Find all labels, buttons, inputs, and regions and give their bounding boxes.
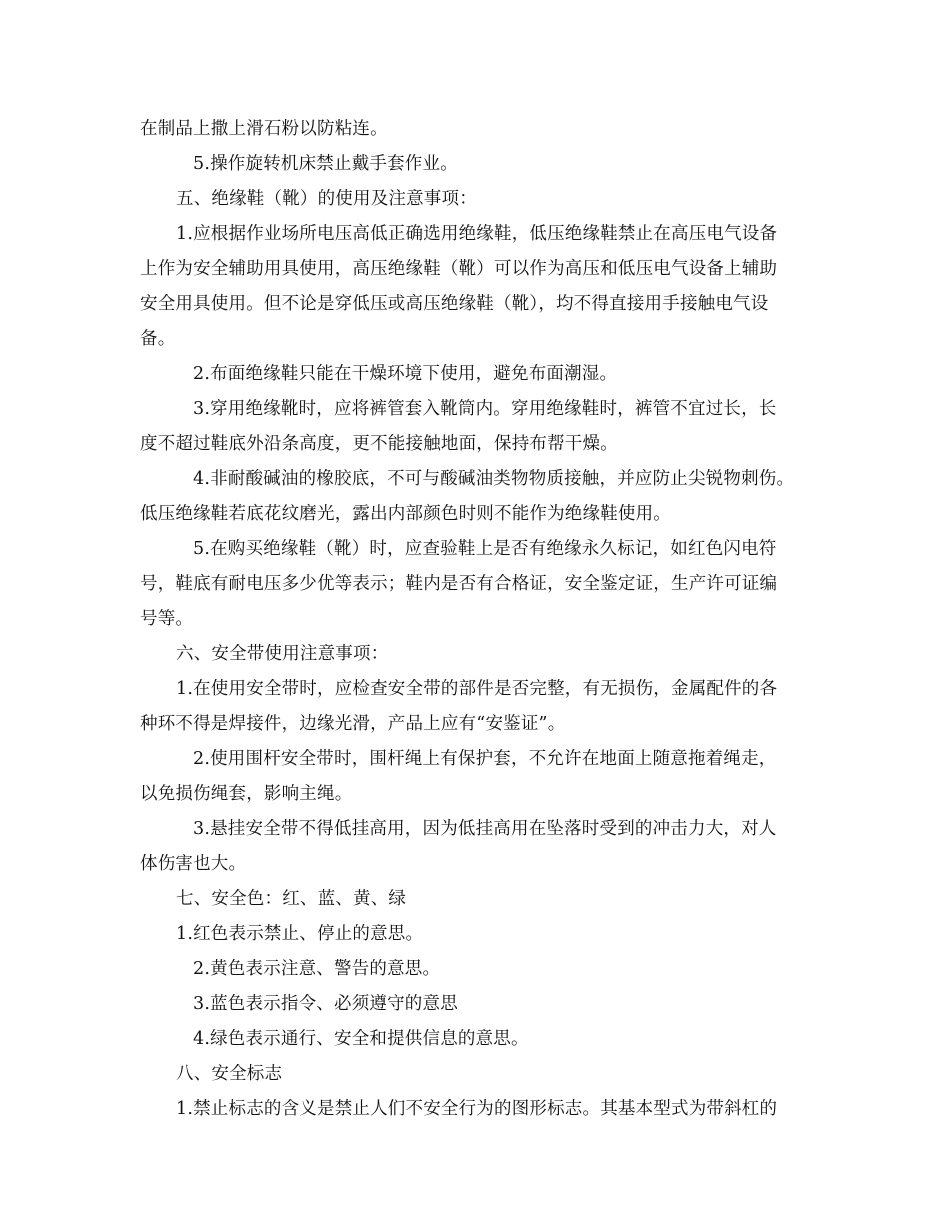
section-heading: 六、安全带使用注意事项： bbox=[176, 644, 389, 664]
text-line: 4.非耐酸碱油的橡胶底，不可与酸碱油类物物质接触，并应防止尖锐物刺伤。 bbox=[193, 469, 795, 489]
text-line: 号等。 bbox=[140, 609, 194, 629]
text-line: 3.蓝色表示指令、必须遵守的意思 bbox=[193, 994, 458, 1014]
text-line: 度不超过鞋底外沿条高度，更不能接触地面，保持布帮干燥。 bbox=[140, 434, 618, 454]
text-line: 3.穿用绝缘靴时，应将裤管套入靴筒内。穿用绝缘鞋时，裤管不宜过长，长 bbox=[193, 399, 777, 419]
text-line: 1.红色表示禁止、停止的意思。 bbox=[176, 924, 424, 944]
section-heading: 五、绝缘鞋（靴）的使用及注意事项： bbox=[176, 189, 477, 209]
text-line: 2.布面绝缘鞋只能在干燥环境下使用，避免布面潮湿。 bbox=[193, 364, 618, 384]
text-line: 上作为安全辅助用具使用，高压绝缘鞋（靴）可以作为高压和低压电气设备上辅助 bbox=[140, 259, 778, 279]
text-line: 种环不得是焊接件，边缘光滑，产品上应有“安鉴证”。 bbox=[140, 714, 566, 734]
text-line: 1.禁止标志的含义是禁止人们不安全行为的图形标志。其基本型式为带斜杠的 bbox=[176, 1099, 778, 1119]
text-line: 以免损伤绳套，影响主绳。 bbox=[140, 784, 353, 804]
text-line: 2.使用围杆安全带时，围杆绳上有保护套，不允许在地面上随意拖着绳走， bbox=[193, 749, 777, 769]
text-line: 5.在购买绝缘鞋（靴）时，应查验鞋上是否有绝缘永久标记，如红色闪电符 bbox=[193, 539, 777, 559]
text-line: 安全用具使用。但不论是穿低压或高压绝缘鞋（靴），均不得直接用手接触电气设 bbox=[140, 294, 769, 314]
section-heading: 七、安全色：红、蓝、黄、绿 bbox=[176, 889, 407, 909]
text-line: 4.绿色表示通行、安全和提供信息的意思。 bbox=[193, 1029, 529, 1049]
text-line: 低压绝缘鞋若底花纹磨光，露出内部颜色时则不能作为绝缘鞋使用。 bbox=[140, 504, 671, 524]
text-line: 号，鞋底有耐电压多少优等表示；鞋内是否有合格证，安全鉴定证，生产许可证编 bbox=[140, 574, 778, 594]
text-line: 5.操作旋转机床禁止戴手套作业。 bbox=[193, 154, 458, 174]
text-line: 体伤害也大。 bbox=[140, 854, 247, 874]
text-line: 2.黄色表示注意、警告的意思。 bbox=[193, 959, 441, 979]
text-line: 在制品上撒上滑石粉以防粘连。 bbox=[140, 119, 388, 139]
text-line: 备。 bbox=[140, 329, 176, 349]
text-line: 3.悬挂安全带不得低挂高用，因为低挂高用在坠落时受到的冲击力大，对人 bbox=[193, 819, 777, 839]
text-line: 1.在使用安全带时，应检查安全带的部件是否完整，有无损伤，金属配件的各 bbox=[176, 679, 778, 699]
section-heading: 八、安全标志 bbox=[176, 1064, 283, 1084]
text-line: 1.应根据作业场所电压高低正确选用绝缘鞋，低压绝缘鞋禁止在高压电气设备 bbox=[176, 224, 778, 244]
